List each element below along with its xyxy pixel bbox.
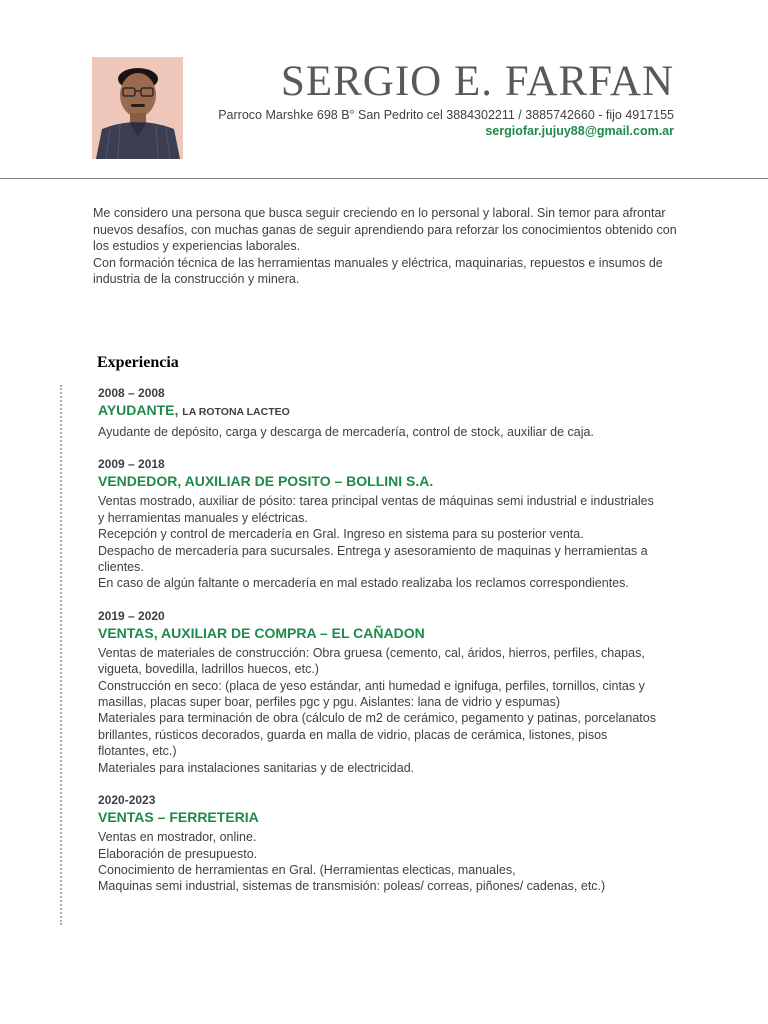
- job-description-line: Maquinas semi industrial, sistemas de transmisión: poleas/ correas, piñones/ cadenas, etc.): [98, 879, 606, 894]
- job-entry: [98, 385, 658, 440]
- timeline-divider: [60, 385, 62, 925]
- job-description: [98, 493, 658, 591]
- job-title: [98, 808, 658, 826]
- job-description: [98, 829, 658, 895]
- job-title: [98, 401, 658, 421]
- job-description-line: Ayudante de depósito, carga y descarga de mercadería, control de stock, auxiliar de caja.: [98, 425, 594, 439]
- job-title-text: AYUDANTE,: [98, 402, 179, 418]
- experience-list: [98, 385, 658, 911]
- summary-paragraph: Me considero una persona que busca seguir creciendo en lo personal y laboral. Sin temor para afrontar nuevos desafíos, con muchas ganas de seguir aprendiendo para reforzar los conocimientos obtenido con los estudios y experiencias laborales.: [93, 206, 677, 253]
- job-entry: [98, 792, 658, 895]
- job-title-text: VENDEDOR, AUXILIAR DE POSITO – BOLLINI S.A.: [98, 473, 434, 490]
- job-company: LA ROTONA LACTEO: [182, 406, 290, 418]
- job-title-text: VENTAS – FERRETERIA: [98, 809, 259, 826]
- job-dates: 2009 – 2018: [98, 457, 165, 472]
- candidate-name: SERGIO E. FARFAN: [280, 58, 674, 105]
- job-description-line: Despacho de mercadería para sucursales. Entrega y asesoramiento de maquinas y herramientas a clientes.: [98, 543, 648, 575]
- job-dates: 2019 – 2020: [98, 608, 165, 623]
- header-divider: [0, 178, 768, 179]
- experience-heading: Experiencia: [97, 354, 179, 371]
- job-entry: [98, 456, 658, 591]
- job-description-line: En caso de algún faltante o mercadería en mal estado realizaba los reclamos correspondientes.: [98, 576, 629, 591]
- job-description-line: Materiales para instalaciones sanitarias y de electricidad.: [98, 760, 415, 775]
- job-entry: [98, 608, 658, 776]
- job-description-line: Recepción y control de mercadería en Gral. Ingreso en sistema para su posterior venta.: [98, 527, 584, 542]
- profile-photo: [92, 57, 183, 159]
- job-description-line: Construcción en seco: (placa de yeso estándar, anti humedad e ignifuga, perfiles, tornillos, cintas y masillas, placas super boar, perfiles pgc y pgu. Aislantes: lana de vidrio y espumas): [98, 678, 645, 710]
- job-title-text: VENTAS, AUXILIAR DE COMPRA – EL CAÑADON: [98, 624, 425, 641]
- job-title: [98, 624, 658, 642]
- job-dates: 2020-2023: [98, 793, 156, 808]
- job-dates: 2008 – 2008: [98, 386, 165, 400]
- job-description-line: Ventas en mostrador, online.: [98, 830, 257, 845]
- job-description-line: Elaboración de presupuesto.: [98, 846, 258, 861]
- profile-summary: [93, 205, 683, 288]
- job-description-line: Conocimiento de herramientas en Gral. (Herramientas electicas, manuales,: [98, 862, 516, 877]
- job-description-line: Ventas de materiales de construcción: Obra gruesa (cemento, cal, áridos, hierros, perfiles, chapas, vigueta, bovedilla, ladrillos huecos, etc.): [98, 645, 645, 677]
- job-description-line: Materiales para terminación de obra (cálculo de m2 de cerámico, pegamento y patinas, porcelanatos brillantes, rústicos decorados, guarda en malla de vidrio, placas de cerámica, listones, pisos flotantes, etc.): [98, 711, 656, 759]
- job-description: [98, 424, 658, 440]
- contact-info: Parroco Marshke 698 B° San Pedrito cel 3884302211 / 3885742660 - fijo 4917155: [218, 108, 674, 122]
- job-title: [98, 472, 658, 490]
- job-description: [98, 645, 658, 776]
- summary-paragraph: Con formación técnica de las herramientas manuales y eléctrica, maquinarias, repuestos e insumos de industria de la construcción y minera.: [93, 255, 663, 286]
- job-description-line: Ventas mostrado, auxiliar de pósito: tarea principal ventas de máquinas semi industrial e industriales y herramientas manuales y eléctricas.: [98, 494, 654, 525]
- email-address[interactable]: sergiofar.jujuy88@gmail.com.ar: [485, 124, 674, 138]
